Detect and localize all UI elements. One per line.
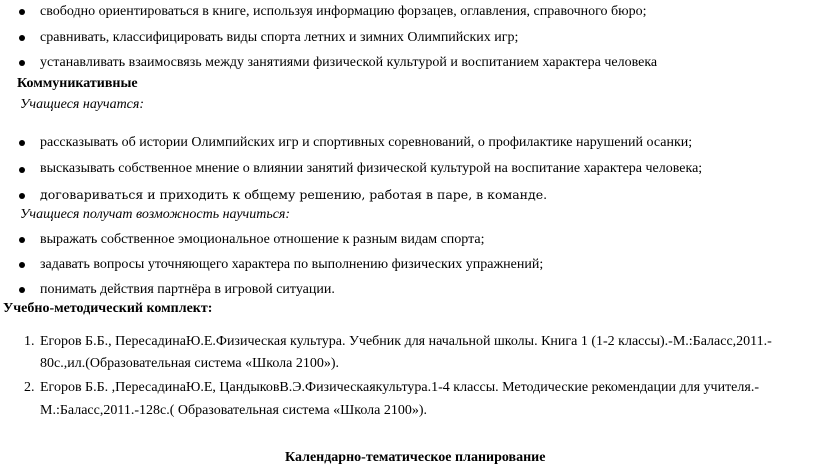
subheading: Учащиеся получат возможность научиться:	[20, 207, 291, 222]
kit-item-line: М.:Баласс,2011.-128с.( Образовательная система «Школа 2100»).	[40, 403, 428, 418]
list-number: 1.	[24, 334, 35, 349]
bullet-icon	[19, 35, 25, 41]
kit-item-line: 80с.,ил.(Образовательная система «Школа 2100»).	[40, 356, 339, 371]
list-item: сравнивать, классифицировать виды спорта летних и зимних Олимпийских игр;	[40, 30, 519, 45]
bullet-icon	[19, 9, 25, 15]
kit-item-line: Егоров Б.Б., ПересадинаЮ.Е.Физическая культура. Учебник для начальной школы. Книга 1 (1-2 классы).-М.:Баласс,2011.-	[40, 334, 772, 349]
bullet-icon	[19, 193, 25, 199]
subheading: Учащиеся научатся:	[20, 97, 145, 112]
bullet-icon	[19, 60, 25, 66]
section-heading: Учебно-методический комплект:	[3, 301, 213, 316]
list-item: высказывать собственное мнение о влиянии занятий физической культурой на воспитание характера человека;	[40, 161, 703, 176]
bullet-icon	[19, 262, 25, 268]
bullet-icon	[19, 237, 25, 243]
list-item: свободно ориентироваться в книге, используя информацию форзацев, оглавления, справочного бюро;	[40, 4, 647, 19]
list-item: устанавливать взаимосвязь между занятиями физической культурой и воспитанием характера человека	[40, 55, 658, 70]
section-heading: Коммуникативные	[17, 76, 138, 91]
bullet-icon	[19, 167, 25, 173]
bullet-icon	[19, 287, 25, 293]
section-heading: Календарно-тематическое планирование	[285, 450, 546, 465]
list-item: договариваться и приходить к общему решению, работая в паре, в команде.	[40, 187, 548, 202]
kit-item-line: Егоров Б.Б. ,ПересадинаЮ.Е, ЦандыковВ.Э.Физическаякультура.1-4 классы. Методические рекомендации для учителя.-	[40, 380, 759, 395]
list-item: понимать действия партнёра в игровой ситуации.	[40, 282, 335, 297]
list-number: 2.	[24, 380, 35, 395]
list-item: рассказывать об истории Олимпийских игр и спортивных соревнований, о профилактике нарушений осанки;	[40, 135, 693, 150]
list-item: задавать вопросы уточняющего характера по выполнению физических упражнений;	[40, 257, 544, 272]
list-item: выражать собственное эмоциональное отношение к разным видам спорта;	[40, 232, 485, 247]
bullet-icon	[19, 140, 25, 146]
